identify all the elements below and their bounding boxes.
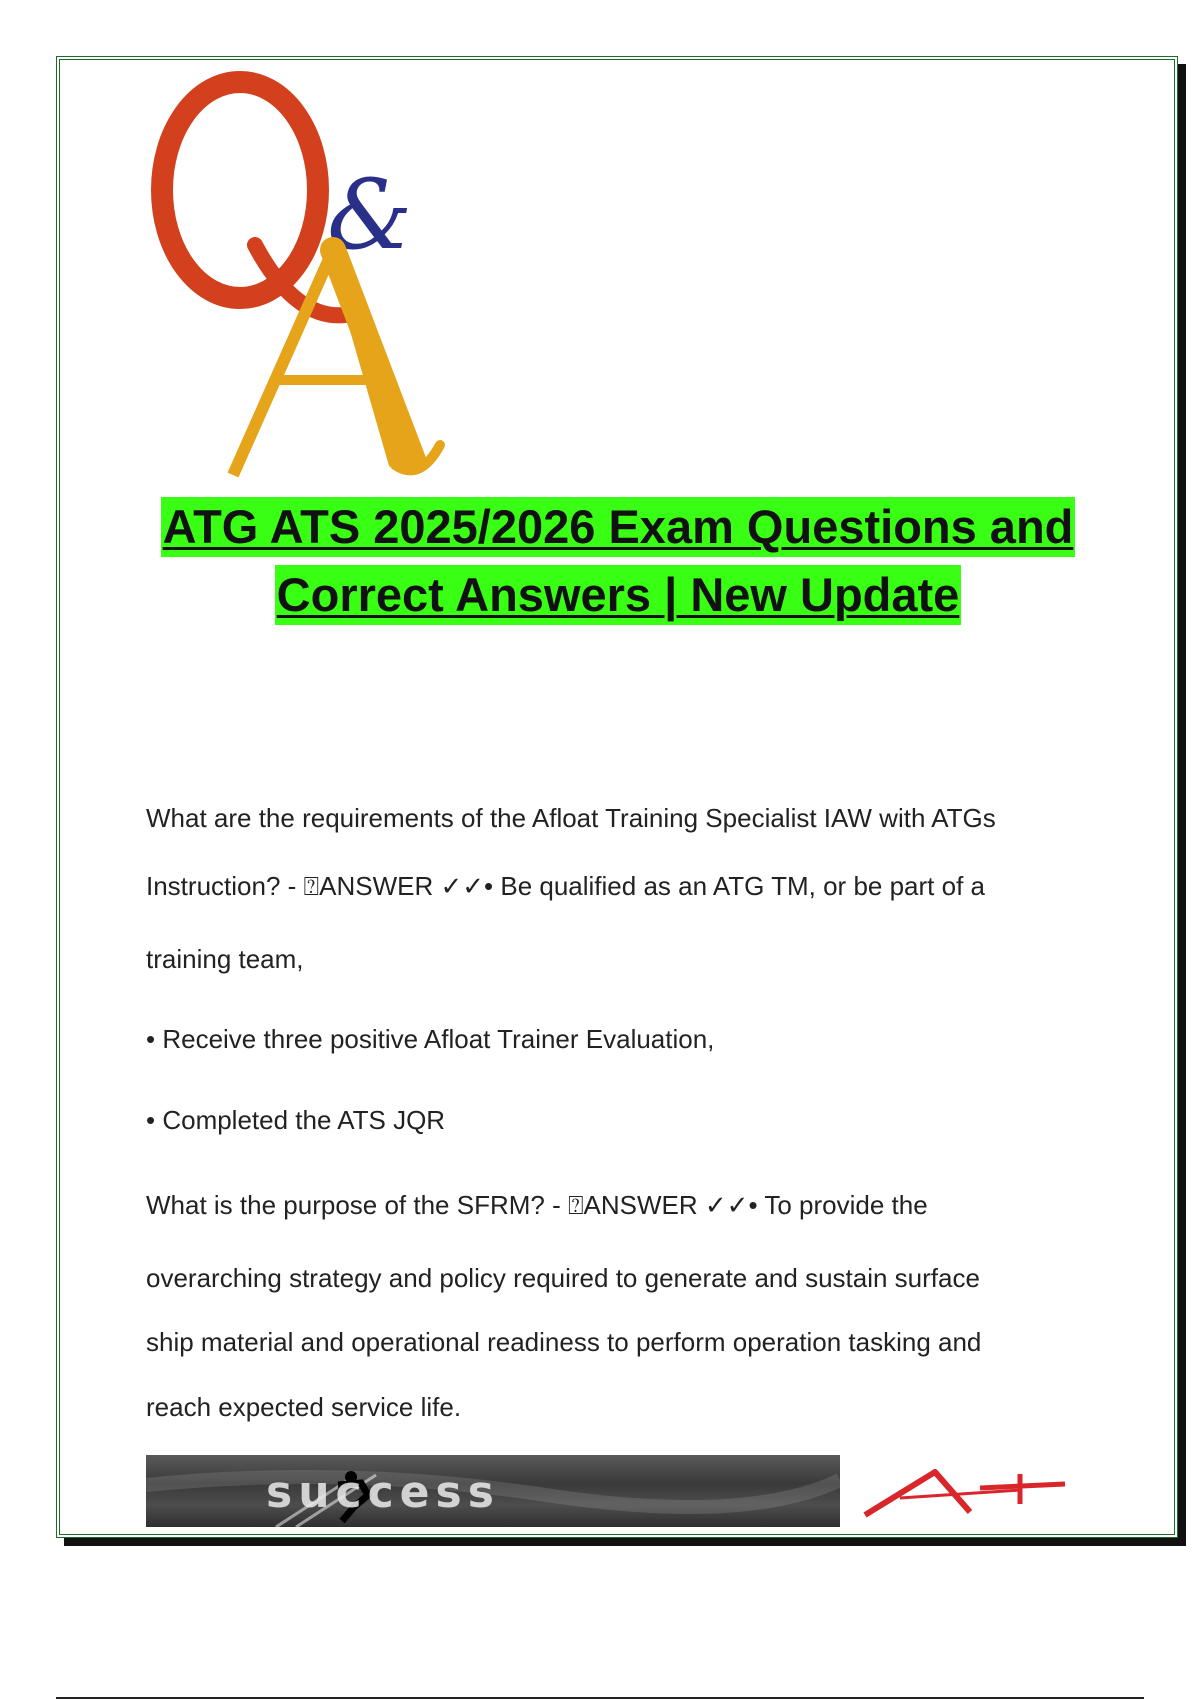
q1-bullet-2: • Completed the ATS JQR [146,1105,446,1135]
qa-logo [145,70,465,490]
a-plus-badge [860,1460,1070,1530]
q1-line-2: Instruction? - ⍰ANSWER ✓✓• Be qualified as an ATG TM, or be part of a [146,871,985,901]
q2-line-1: What is the purpose of the SFRM? - ⍰ANSWER ✓✓• To provide the [146,1190,928,1220]
banner-word: success [266,1467,500,1518]
logo-ampersand: & [327,159,413,271]
q1-line-1: What are the requirements of the Afloat Training Specialist IAW with ATGs [146,803,996,833]
q2-line-2: overarching strategy and policy required to generate and sustain surface [146,1263,980,1293]
q1-line-3: training team, [146,944,304,974]
title-line-1: ATG ATS 2025/2026 Exam Questions and [161,497,1076,557]
footer-rule [56,1697,1144,1699]
title-line-2: Correct Answers | New Update [275,565,962,625]
success-banner-image [146,1455,840,1527]
q2-line-4: reach expected service life. [146,1392,462,1422]
q1-bullet-1: • Receive three positive Afloat Trainer Evaluation, [146,1024,715,1054]
document-title [120,497,1116,625]
q2-line-3: ship material and operational readiness to perform operation tasking and [146,1327,982,1357]
